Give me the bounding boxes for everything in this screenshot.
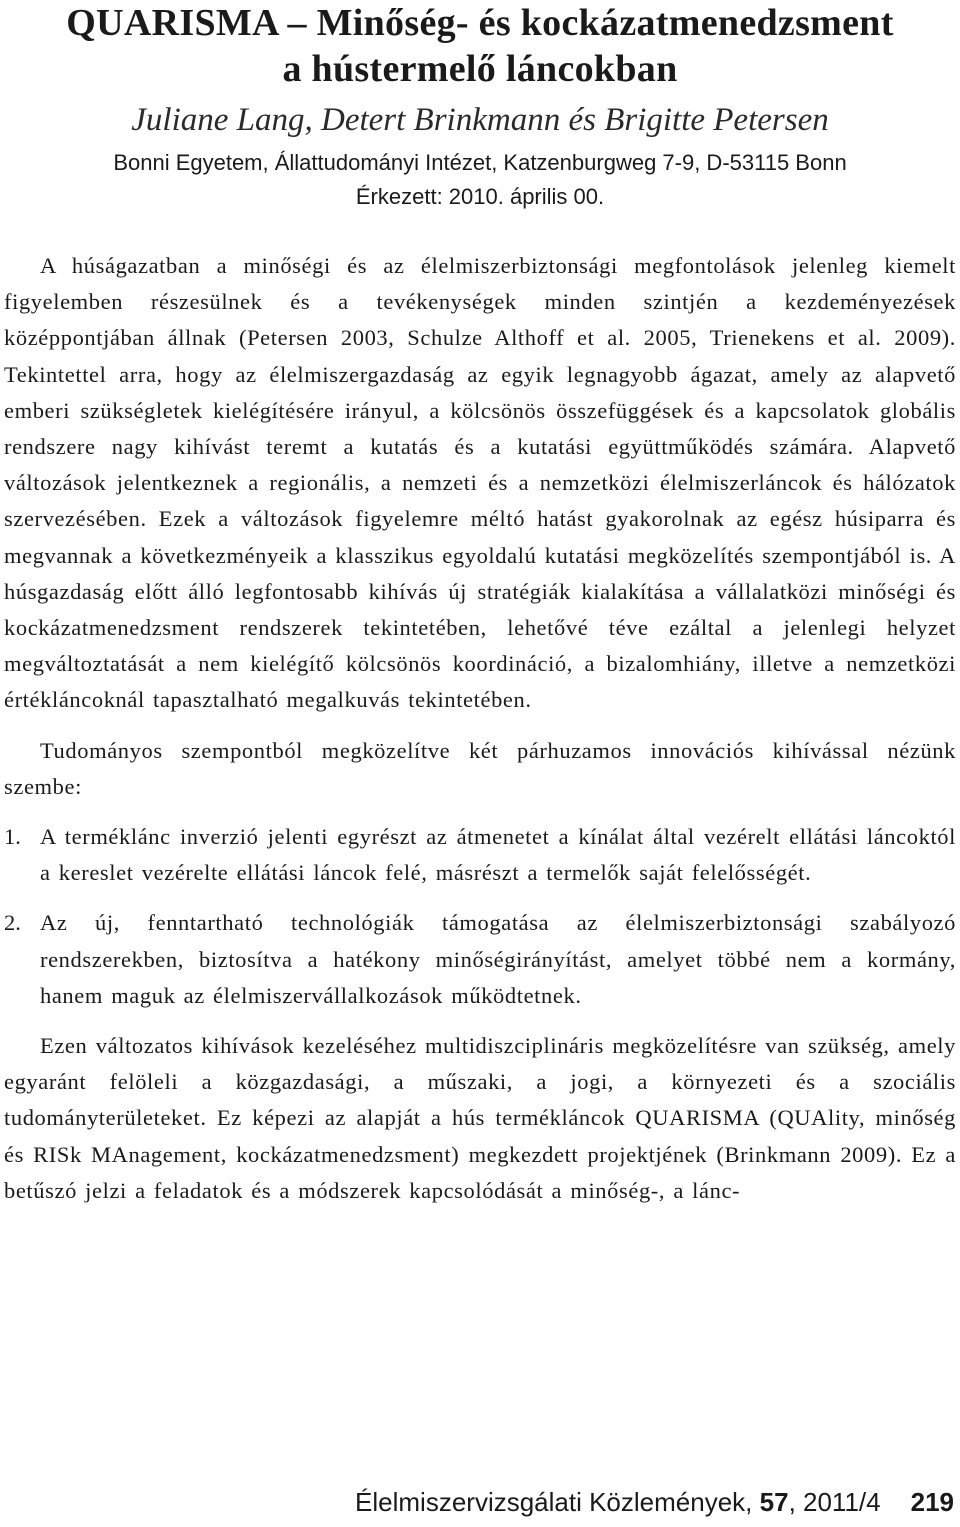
list-item-text: A terméklánc inverzió jelenti egyrészt az átmenetet a kínálat által vezérelt ellátási láncoktól a kereslet vezérelte ellátási láncok felé, másrészt a termelők saját felelősségét.	[40, 824, 956, 886]
journal-volume: 57	[759, 1487, 789, 1517]
list-item-number: 1.	[4, 824, 21, 850]
document-page	[4, 0, 956, 1209]
authors: Juliane Lang, Detert Brinkmann és Brigitte Petersen	[131, 102, 829, 138]
paragraph-3: Ezen változatos kihívások kezeléséhez multidiszciplináris megközelítésre van szükség, amely egyaránt felöleli a közgazdasági, a műszaki, a jogi, a környezeti és a szociális tudományterületeket. Ez képezi az alapját a hús termékláncok QUARISMA (QUAlity, minőség és RISk MAnagement, kockázatmenedzsment) megkezdett projektjének (Brinkmann 2009). Ez a betűszó jelzi a feladatok és a módszerek kapcsolódását a minőség-, a lánc-	[4, 1033, 956, 1203]
paragraph-1: A húságazatban a minőségi és az élelmiszerbiztonsági megfontolások jelenleg kiemelt figyelemben részesülnek és a tevékenységek minden szintjén a kezdeményezések középpontjában állnak (Petersen 2003, Schulze Althoff et al. 2005, Trienekens et al. 2009). Tekintettel arra, hogy az élelmiszergazdaság az egyik legnagyobb ágazat, amely az alapvető emberi szükségletek kielégítésére irányul, a kölcsönös összefüggések és a kapcsolatok globális rendszere nagy kihívást teremt a kutatás és a kutatási együttműködés számára. Alapvető változások jelentkeznek a regionális, a nemzeti és a nemzetközi élelmiszerláncok és hálózatok szervezésében. Ezek a változások figyelemre méltó hatást gyakorolnak az egész húsiparra és megvannak a következményeik a klasszikus egyoldalú kutatási megközelítés szempontjából is. A húsgazdaság előtt álló legfontosabb kihívás új stratégiák kialakítása a vállalatközi minőségi és kockázatmenedzsment rendszerek tekintetében, lehetővé téve ezáltal a jelenlegi helyzet megváltoztatását a nem kielégítő kölcsönös koordináció, a bizalomhiány, illetve a nemzetközi értékláncoknál tapasztalható megalkuvás tekintetében.	[4, 253, 956, 713]
page-footer	[0, 1485, 960, 1519]
received-date: Érkezett: 2010. április 00.	[355, 184, 605, 209]
challenge-list	[4, 819, 956, 1014]
journal-name: Élelmiszervizsgálati Közlemények,	[355, 1487, 753, 1517]
paragraph-2: Tudományos szempontból megközelítve két párhuzamos innovációs kihívással nézünk szembe:	[4, 737, 956, 799]
journal-issue: , 2011/4	[788, 1487, 881, 1517]
list-item	[4, 905, 956, 1014]
list-item-number: 2.	[4, 910, 21, 936]
title-line-1: QUARISMA – Minőség- és kockázatmenedzsment	[66, 2, 894, 44]
article-title	[4, 0, 956, 92]
page-number: 219	[910, 1487, 954, 1517]
journal-citation	[355, 1485, 881, 1519]
affiliation: Bonni Egyetem, Állattudományi Intézet, Katzenburgweg 7-9, D-53115 Bonn	[113, 150, 847, 175]
title-line-2: a hústermelő láncokban	[282, 48, 678, 90]
list-item	[4, 819, 956, 891]
list-item-text: Az új, fenntartható technológiák támogatása az élelmiszerbiztonsági szabályozó rendszerekben, biztosítva a hatékony minőségirányítást, amelyet többé nem a kormány, hanem maguk az élelmiszervállalkozások működtetnek.	[40, 910, 956, 1008]
